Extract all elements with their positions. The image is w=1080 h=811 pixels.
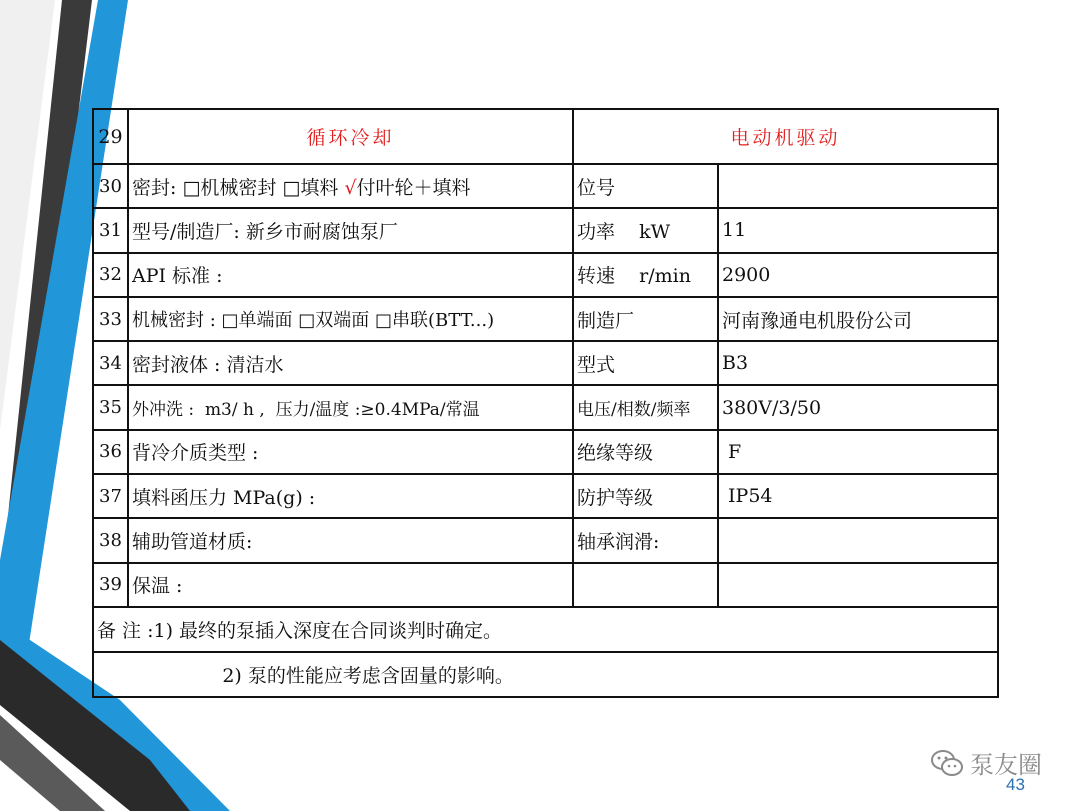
table-row [93,563,998,607]
seal-options-text: 密封: □机械密封 □填料 [132,176,345,199]
row-number: 32 [93,253,128,297]
row-label: 功率 kW [573,208,718,252]
row-value: IP54 [718,474,998,518]
row-number: 34 [93,341,128,385]
row-number: 31 [93,208,128,252]
spec-table-container [92,108,997,718]
brand-watermark [930,745,1042,780]
seal-selected-text: 付叶轮＋填料 [356,176,471,199]
row-value: 2900 [718,253,998,297]
pump-spec-table [92,108,999,698]
row-value [718,518,998,562]
table-row [93,385,998,429]
table-row [93,253,998,297]
table-row [93,164,998,208]
row-label: 轴承润滑: [573,518,718,562]
row-label: 电压/相数/频率 [573,385,718,429]
row-value [718,164,998,208]
row-value [718,563,998,607]
row-number: 39 [93,563,128,607]
row-label: 型式 [573,341,718,385]
row-number: 35 [93,385,128,429]
row-number: 36 [93,430,128,474]
header-cooling: 循环冷却 [128,109,573,164]
row-number: 29 [93,109,128,164]
note-line-2: 2) 泵的性能应考虑含固量的影响。 [93,652,998,697]
row-description: 填料函压力 MPa(g) : [128,474,573,518]
row-number: 37 [93,474,128,518]
table-row [93,297,998,341]
row-description: API 标准 : [128,253,573,297]
row-number: 33 [93,297,128,341]
table-row [93,341,998,385]
row-value: 380V/3/50 [718,385,998,429]
row-description: 密封液体 : 清洁水 [128,341,573,385]
row-label: 绝缘等级 [573,430,718,474]
check-mark: √ [344,176,357,199]
row-description: 背冷介质类型 : [128,430,573,474]
row-label: 防护等级 [573,474,718,518]
header-motor-drive: 电动机驱动 [573,109,998,164]
row-label [573,563,718,607]
brand-name: 泵友圈 [970,751,1042,779]
page-number: 43 [1006,775,1025,794]
row-description: 型号/制造厂: 新乡市耐腐蚀泵厂 [128,208,573,252]
row-value: 11 [718,208,998,252]
row-value: F [718,430,998,474]
row-description: 辅助管道材质: [128,518,573,562]
table-row [93,430,998,474]
row-label: 制造厂 [573,297,718,341]
row-number: 38 [93,518,128,562]
row-label: 转速 r/min [573,253,718,297]
note-line-1: 备 注 :1) 最终的泵插入深度在合同谈判时确定。 [93,607,998,652]
row-value: 河南豫通电机股份公司 [718,297,998,341]
row-label: 位号 [573,164,718,208]
row-value: B3 [718,341,998,385]
row-number: 30 [93,164,128,208]
row-description [128,164,573,208]
row-description: 机械密封 : □单端面 □双端面 □串联(BTT...) [128,297,573,341]
table-header-row [93,109,998,164]
table-row [93,474,998,518]
notes-row [93,607,998,652]
notes-row [93,652,998,697]
wechat-icon [930,748,964,778]
row-description: 保温 : [128,563,573,607]
table-row [93,518,998,562]
table-row [93,208,998,252]
row-description: 外冲洗 : m3/ h , 压力/温度 :≥0.4MPa/常温 [128,385,573,429]
